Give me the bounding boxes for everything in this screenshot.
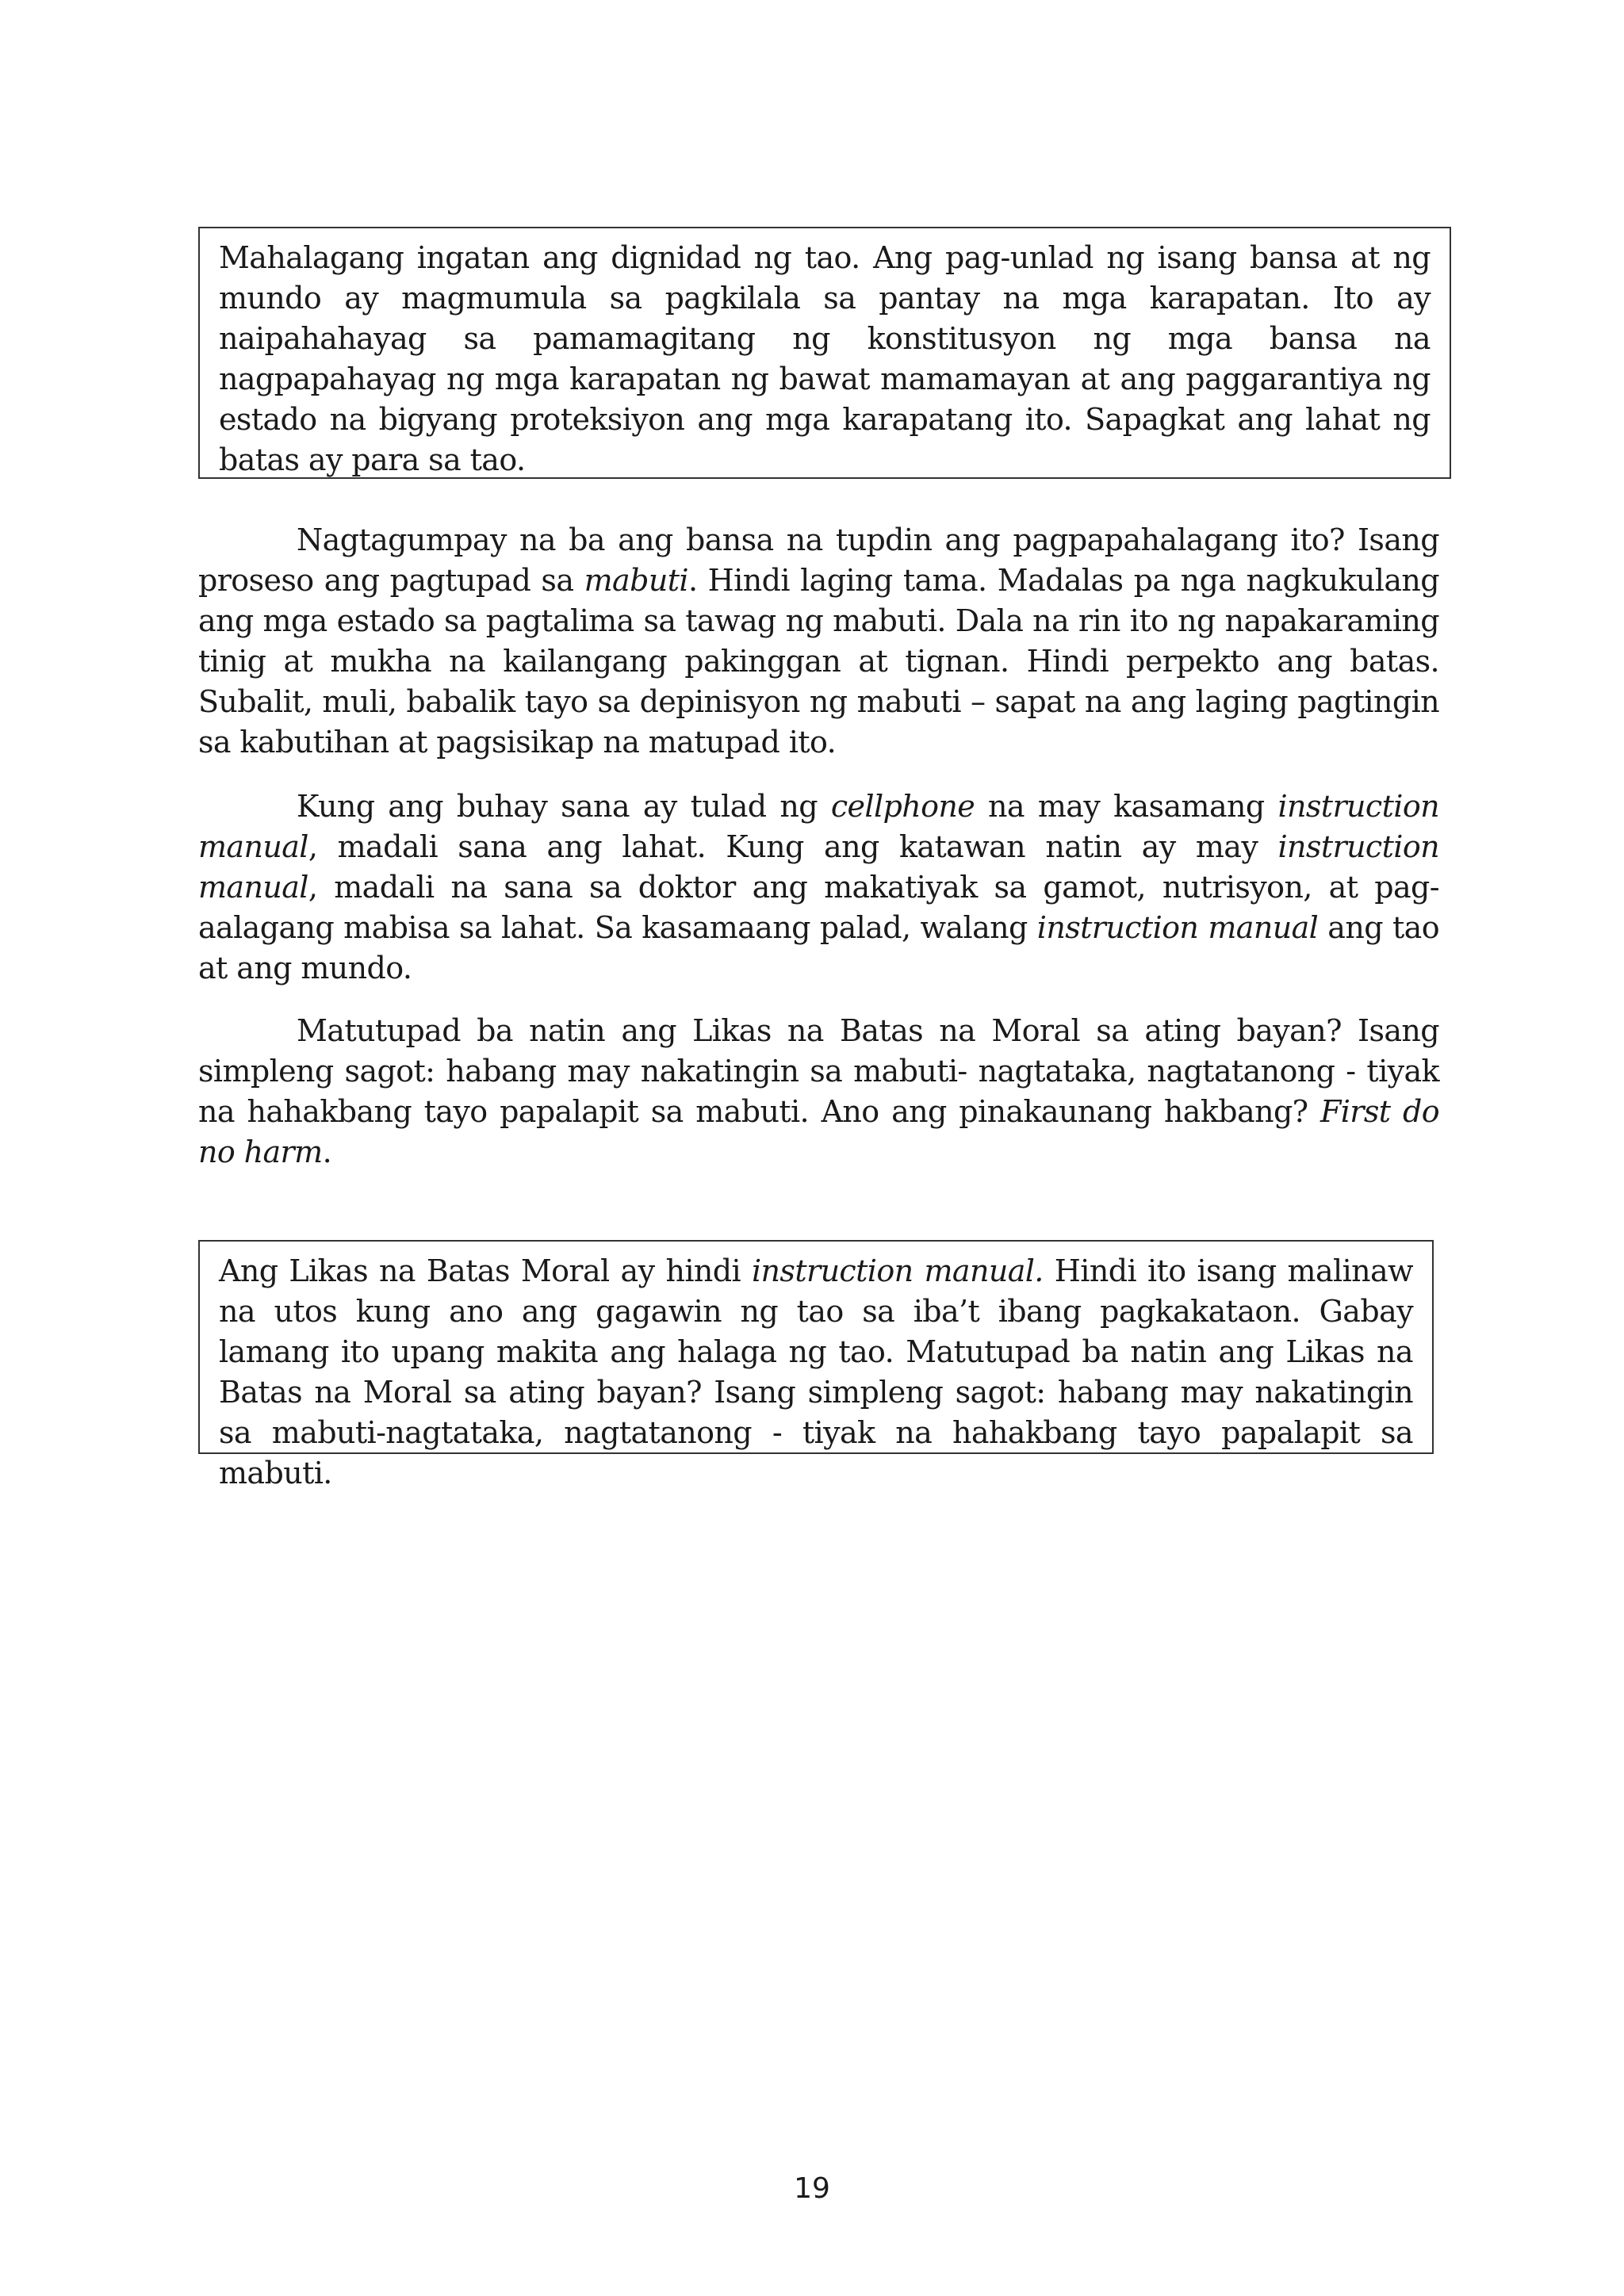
paragraph-2-text-b: na may kasamang <box>975 789 1278 824</box>
summary-box-bottom-text <box>219 1251 1413 1494</box>
paragraph-2-text-c: , madali sana ang lahat. Kung ang katawan natin ay may <box>308 829 1278 864</box>
paragraph-2-italic-b: instruction manual <box>198 789 1439 864</box>
paragraph-2-italic-c: instruction manual <box>198 829 1439 905</box>
summary-box-bottom <box>198 1240 1434 1490</box>
paragraph-1-italic-a: mabuti <box>584 563 688 598</box>
paragraph-2-text-e: ang tao at ang mundo. <box>198 910 1439 985</box>
summary-box-bottom-text-b: Hindi ito isang malinaw na utos kung ano ang gagawin ng tao sa iba’t ibang pagkakataon. Gabay lamang ito upang makita ang halaga ng tao. Matutupad ba natin ang Likas na Batas na Moral sa ating bayan? Isang simpleng sagot: habang may nakatingin sa mabuti-nagtataka, nagtatanong - tiyak na hahakbang tayo papalapit sa mabuti. <box>219 1253 1413 1490</box>
paragraph-3-italic-a: First do no harm <box>198 1094 1439 1169</box>
paragraph-1-text-b: . Hindi laging tama. Madalas pa nga nagkukulang ang mga estado sa pagtalima sa tawag ng mabuti. Dala na rin ito ng napakaraming tinig at mukha na kailangang pakinggan at tignan. Hindi perpekto ang batas. Subalit, muli, babalik tayo sa depinisyon ng mabuti – sapat na ang laging pagtingin sa kabutihan at pagsisikap na matupad ito. <box>198 563 1439 760</box>
paragraph-1-text-a: Nagtagumpay na ba ang bansa na tupdin ang pagpapahalagang ito? Isang proseso ang pagtupad sa <box>198 522 1439 598</box>
page-number: 19 <box>794 2172 830 2205</box>
paragraph-3-text-b: . <box>322 1135 332 1169</box>
summary-box-top-text: Mahalagang ingatan ang dignidad ng tao. Ang pag-unlad ng isang bansa at ng mundo ay magmumula sa pagkilala sa pantay na mga karapatan. Ito ay naipahahayag sa pamamagitang ng konstitusyon ng mga bansa na nagpapahayag ng mga karapatan ng bawat mamamayan at ang paggarantiya ng estado na bigyang proteksiyon ang mga karapatang ito. Sapagkat ang lahat ng batas ay para sa tao. <box>219 240 1431 477</box>
summary-box-bottom-text-a: Ang Likas na Batas Moral ay hindi <box>219 1253 752 1288</box>
paragraph-3 <box>198 1011 1439 1173</box>
paragraph-2 <box>198 786 1439 989</box>
paragraph-1 <box>198 520 1439 763</box>
paragraph-3-text-a: Matutupad ba natin ang Likas na Batas na Moral sa ating bayan? Isang simpleng sagot: habang may nakatingin sa mabuti- nagtataka, nagtatanong - tiyak na hahakbang tayo papalapit sa mabuti. Ano ang pinakaunang hakbang? <box>198 1013 1439 1129</box>
paragraph-2-italic-a: cellphone <box>830 789 975 824</box>
paragraph-2-text-a: Kung ang buhay sana ay tulad ng <box>297 789 831 824</box>
paragraph-2-italic-d: instruction manual <box>1036 910 1319 945</box>
summary-box-top <box>198 227 1451 479</box>
summary-box-bottom-italic: instruction manual. <box>752 1253 1044 1288</box>
paragraph-2-text-d: , madali na sana sa doktor ang makatiyak sa gamot, nutrisyon, at pag-aalagang mabisa sa lahat. Sa kasamaang palad, walang <box>198 870 1439 945</box>
